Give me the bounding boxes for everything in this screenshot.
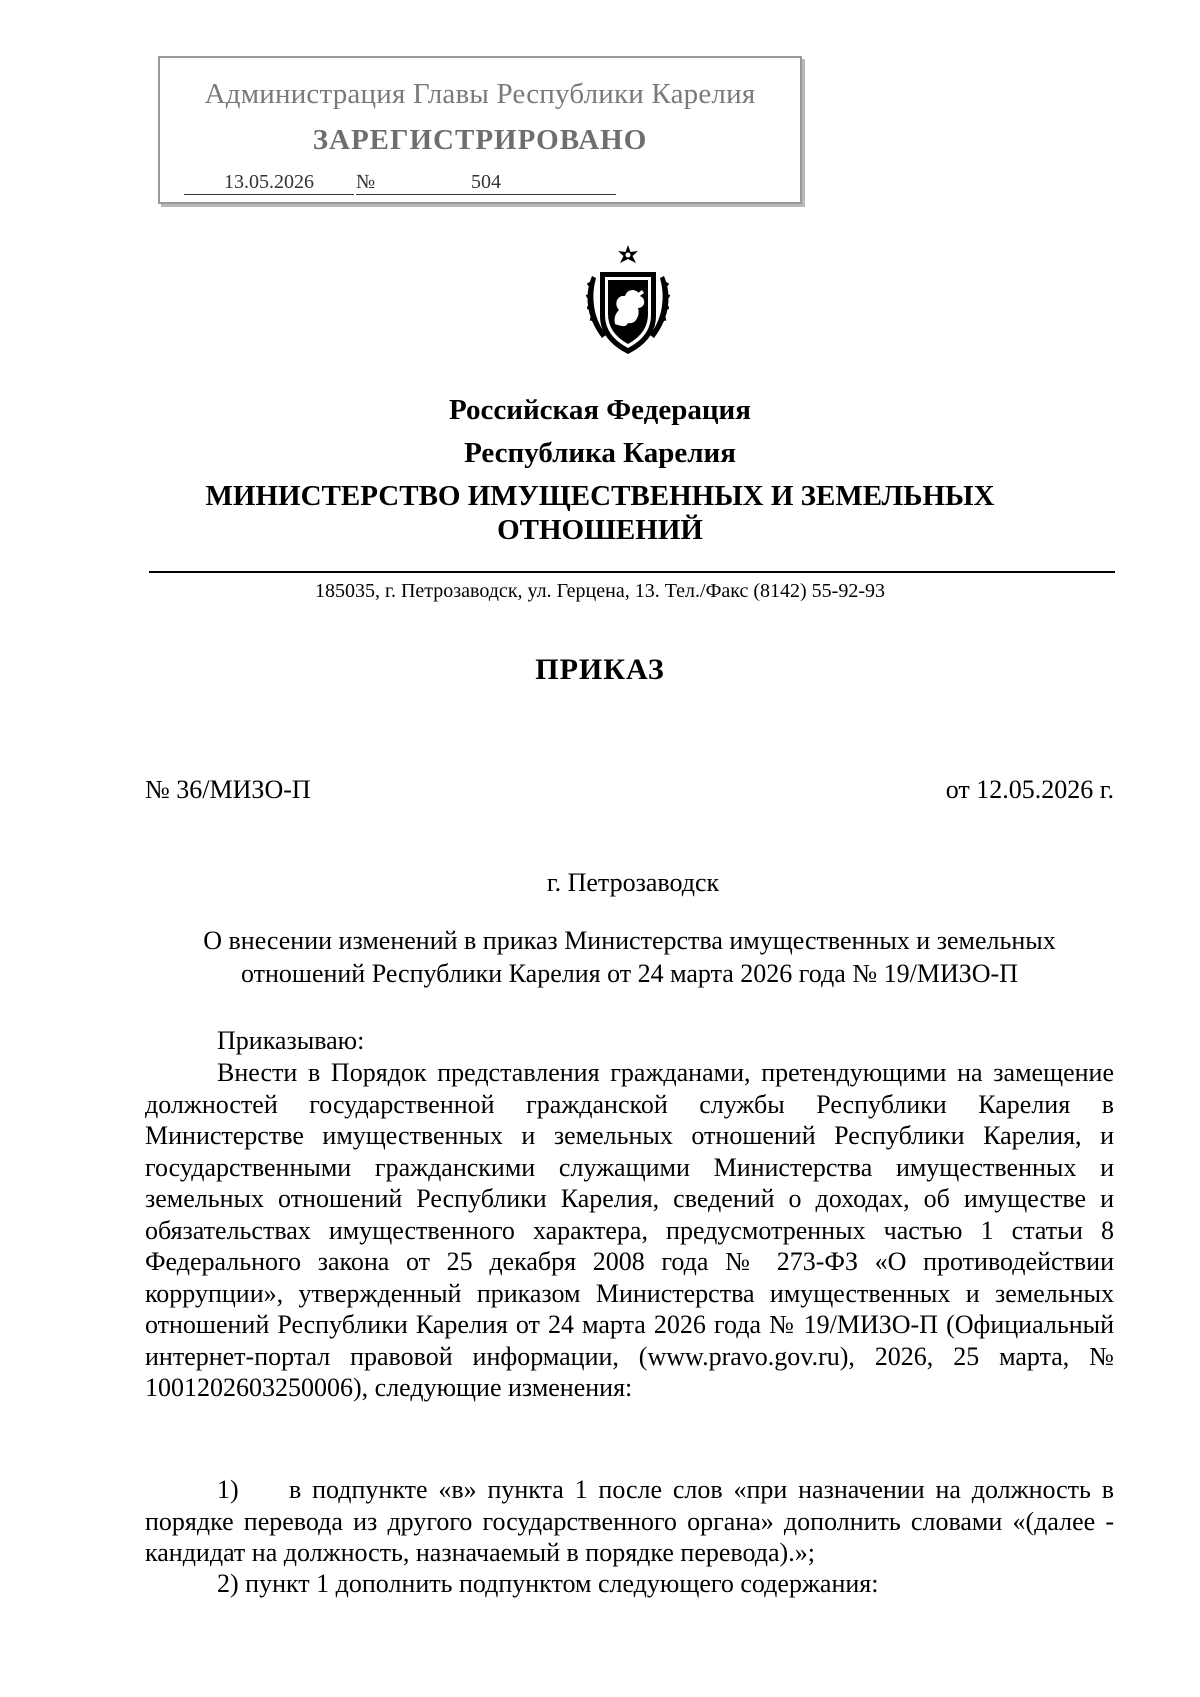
stamp-number	[386, 170, 616, 195]
item1-text: в подпункте «в» пункта 1 после слов «при назначении на должность в порядке перевода из другого государственного органа» дополнить словами «(далее - кандидат на должность, назначаемый в порядке перевода).»;	[145, 1475, 1114, 1567]
stamp-registered-text: ЗАРЕГИСТРИРОВАНО	[312, 124, 648, 156]
order-date: от 12.05.2026 г.	[945, 775, 1114, 804]
decree-line	[145, 1025, 1114, 1057]
header-republic: Республика Карелия	[464, 437, 736, 469]
main-paragraph: Внести в Порядок представления гражданами, претендующими на замещение должностей государственной гражданской службы Республики Карелия в Министерстве имущественных и земельных отношений Республики Карелия, и государственными гражданскими служащими Министерства имущественных и земельных отношений Республики Карелия, сведений о доходах, об имуществе и обязательствах имущественного характера, предусмотренных частью 1 статьи 8 Федерального закона от 25 декабря 2008 года № 273-ФЗ «О противодействии коррупции», утвержденный приказом Министерства имущественных и земельных отношений Республики Карелия от 24 марта 2026 года № 19/МИЗО-П (Официальный интернет-портал правовой информации, (www.pravo.gov.ru), 2026, 25 марта, № 1001202603250006), следующие изменения:	[145, 1058, 1114, 1402]
amendment-item-2	[145, 1568, 1114, 1600]
header-country: Российская Федерация	[449, 394, 751, 426]
item1-number	[145, 1474, 289, 1506]
order-subject: О внесении изменений в приказ Министерства имущественных и земельных отношений Республики Карелия от 24 марта 2026 года № 19/МИЗО-П	[203, 926, 1056, 988]
header-ministry: МИНИСТЕРСТВО ИМУЩЕСТВЕННЫХ И ЗЕМЕЛЬНЫХ ОТНОШЕНИЙ	[205, 480, 995, 546]
stamp-registration-row	[184, 170, 616, 195]
star-icon	[618, 245, 638, 263]
registration-stamp	[158, 56, 802, 204]
item1-number-text: 1)	[217, 1475, 239, 1504]
order-city: г. Петрозаводск	[546, 868, 720, 897]
stamp-admin-text: Администрация Главы Республики Карелия	[204, 78, 756, 110]
karelia-coat-of-arms-icon	[582, 244, 674, 364]
stamp-date: 13.05.2026	[184, 170, 354, 195]
decree-text: Приказываю:	[217, 1026, 365, 1055]
item2-text: 2) пункт 1 дополнить подпунктом следующего содержания:	[217, 1569, 879, 1598]
order-number: № 36/МИЗО-П	[145, 775, 311, 804]
amendment-item-1	[145, 1474, 1114, 1569]
stamp-number-sign: №	[356, 170, 386, 195]
ministry-address: 185035, г. Петрозаводск, ул. Герцена, 13. Тел./Факс (8142) 55-92-93	[315, 580, 885, 602]
header-divider	[149, 571, 1115, 573]
stamp-number-value: 504	[471, 171, 501, 193]
document-type: ПРИКАЗ	[535, 653, 665, 686]
